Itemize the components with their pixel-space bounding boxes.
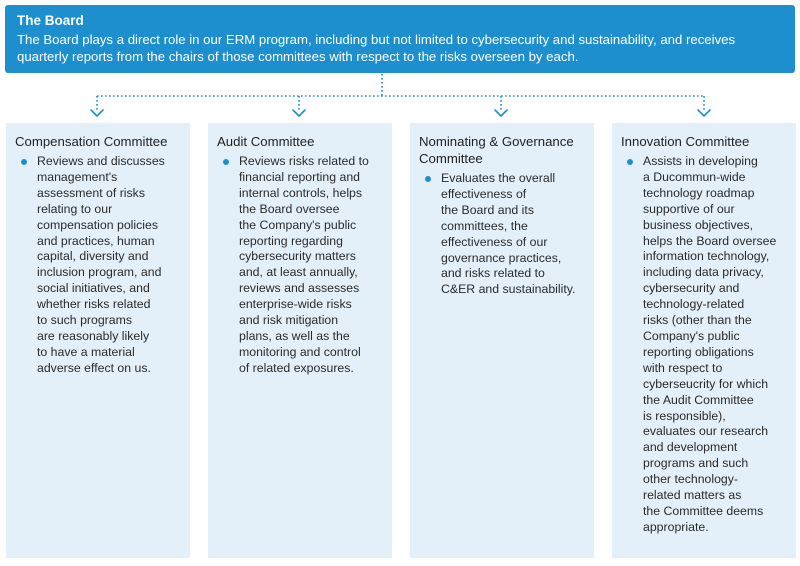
responsibility-line: reporting regarding bbox=[239, 233, 343, 248]
committee-card-innovation bbox=[612, 123, 796, 558]
committee-title-line: Nominating & Governance bbox=[419, 134, 574, 149]
responsibility-line: cyberseucrity for which bbox=[643, 376, 769, 391]
chevron-down-icon bbox=[698, 110, 710, 116]
responsibility-line: and, at least annually, bbox=[239, 265, 358, 280]
responsibility-line: appropriate. bbox=[643, 519, 709, 534]
responsibility-line: governance practices, bbox=[441, 250, 562, 265]
responsibility-line: C&ER and sustainability. bbox=[441, 282, 576, 297]
responsibility-line: effectiveness of our bbox=[441, 234, 548, 249]
committee-title-line: Innovation Committee bbox=[621, 134, 750, 149]
responsibility-line: a Ducommun-wide bbox=[643, 169, 746, 184]
responsibility-line: reporting obligations bbox=[643, 344, 754, 359]
responsibility-line: other technology- bbox=[643, 472, 739, 487]
committee-responsibility bbox=[217, 154, 384, 377]
board-description-line: The Board plays a direct role in our ERM program, including but not limited to cybersecurity and sustainability, and receives bbox=[17, 32, 736, 47]
responsibility-line: evaluates our research bbox=[643, 424, 769, 439]
chevron-down-icon bbox=[293, 110, 305, 116]
responsibility-line: Evaluates the overall bbox=[441, 171, 556, 185]
responsibility-line: to have a material bbox=[37, 344, 135, 359]
chevron-down-icon bbox=[495, 110, 507, 116]
responsibility-line: effectiveness of bbox=[441, 186, 527, 201]
committee-title bbox=[15, 133, 182, 150]
responsibility-line: the Board and its bbox=[441, 202, 534, 217]
responsibility-line: related matters as bbox=[643, 488, 742, 503]
connector-lines bbox=[0, 0, 800, 125]
bullet-icon bbox=[425, 176, 431, 182]
responsibility-line: the Audit Committee bbox=[643, 392, 754, 407]
committee-responsibility bbox=[621, 154, 788, 536]
committee-title bbox=[419, 133, 586, 167]
bullet-icon bbox=[21, 159, 27, 165]
responsibility-line: cybersecurity and bbox=[643, 281, 740, 296]
responsibility-line: plans, as well as the bbox=[239, 328, 350, 343]
responsibility-line: committees, the bbox=[441, 218, 528, 233]
responsibility-line: business objectives, bbox=[643, 217, 754, 232]
responsibility-line: Company's public bbox=[643, 328, 740, 343]
committee-title-line: Compensation Committee bbox=[15, 134, 168, 149]
committee-responsibility bbox=[419, 171, 586, 298]
responsibility-line: capital, diversity and bbox=[37, 249, 149, 264]
committee-title-line: Audit Committee bbox=[217, 134, 315, 149]
committee-title-line: Committee bbox=[419, 151, 483, 166]
responsibility-line: and practices, human bbox=[37, 233, 155, 248]
responsibility-line: supportive of our bbox=[643, 201, 735, 216]
responsibility-line: management's bbox=[37, 169, 118, 184]
responsibility-line: of related exposures. bbox=[239, 360, 354, 375]
responsibility-line: cybersecurity matters bbox=[239, 249, 356, 264]
responsibility-line: information technology, bbox=[643, 249, 770, 264]
responsibility-line: and development bbox=[643, 440, 738, 455]
committee-responsibility bbox=[15, 154, 182, 377]
responsibility-line: internal controls, helps bbox=[239, 185, 363, 200]
responsibility-line: risks (other than the bbox=[643, 313, 752, 328]
responsibility-line: technology-related bbox=[643, 297, 745, 312]
responsibility-line: to such programs bbox=[37, 313, 133, 328]
responsibility-line: whether risks related bbox=[37, 297, 151, 312]
responsibility-line: the Board oversee bbox=[239, 201, 340, 216]
responsibility-line: assessment of risks bbox=[37, 185, 145, 200]
responsibility-line: social initiatives, and bbox=[37, 281, 150, 296]
responsibility-line: compensation policies bbox=[37, 217, 158, 232]
committee-card-compensation bbox=[6, 123, 190, 558]
responsibility-line: reviews and assesses bbox=[239, 281, 360, 296]
responsibility-line: are reasonably likely bbox=[37, 328, 150, 343]
responsibility-line: technology roadmap bbox=[643, 185, 755, 200]
board-description-line: quarterly reports from the chairs of those committees with respect to the risks overseen by each. bbox=[17, 49, 579, 64]
committee-card-nominating bbox=[410, 123, 594, 558]
committee-title bbox=[621, 133, 788, 150]
responsibility-line: enterprise-wide risks bbox=[239, 297, 352, 312]
responsibility-line: inclusion program, and bbox=[37, 265, 162, 280]
responsibility-line: and risk mitigation bbox=[239, 313, 339, 328]
chevron-down-icon bbox=[91, 110, 103, 116]
responsibility-line: and risks related to bbox=[441, 266, 545, 281]
responsibility-line: the Committee deems bbox=[643, 503, 764, 518]
bullet-icon bbox=[627, 159, 633, 165]
responsibility-line: Assists in developing bbox=[643, 154, 758, 168]
responsibility-line: Reviews risks related to bbox=[239, 154, 369, 168]
bullet-icon bbox=[223, 159, 229, 165]
responsibility-line: monitoring and control bbox=[239, 344, 361, 359]
committee-title bbox=[217, 133, 384, 150]
responsibility-line: adverse effect on us. bbox=[37, 360, 151, 375]
responsibility-line: financial reporting and bbox=[239, 169, 360, 184]
committee-card-audit bbox=[208, 123, 392, 558]
responsibility-line: relating to our bbox=[37, 201, 113, 216]
board-title: The Board bbox=[17, 13, 84, 28]
responsibility-line: with respect to bbox=[643, 360, 723, 375]
responsibility-line: including data privacy, bbox=[643, 265, 764, 280]
responsibility-line: the Company's public bbox=[239, 217, 357, 232]
responsibility-line: Reviews and discusses bbox=[37, 154, 165, 168]
responsibility-line: programs and such bbox=[643, 456, 749, 471]
responsibility-line: helps the Board oversee bbox=[643, 233, 777, 248]
responsibility-line: is responsible), bbox=[643, 408, 726, 423]
